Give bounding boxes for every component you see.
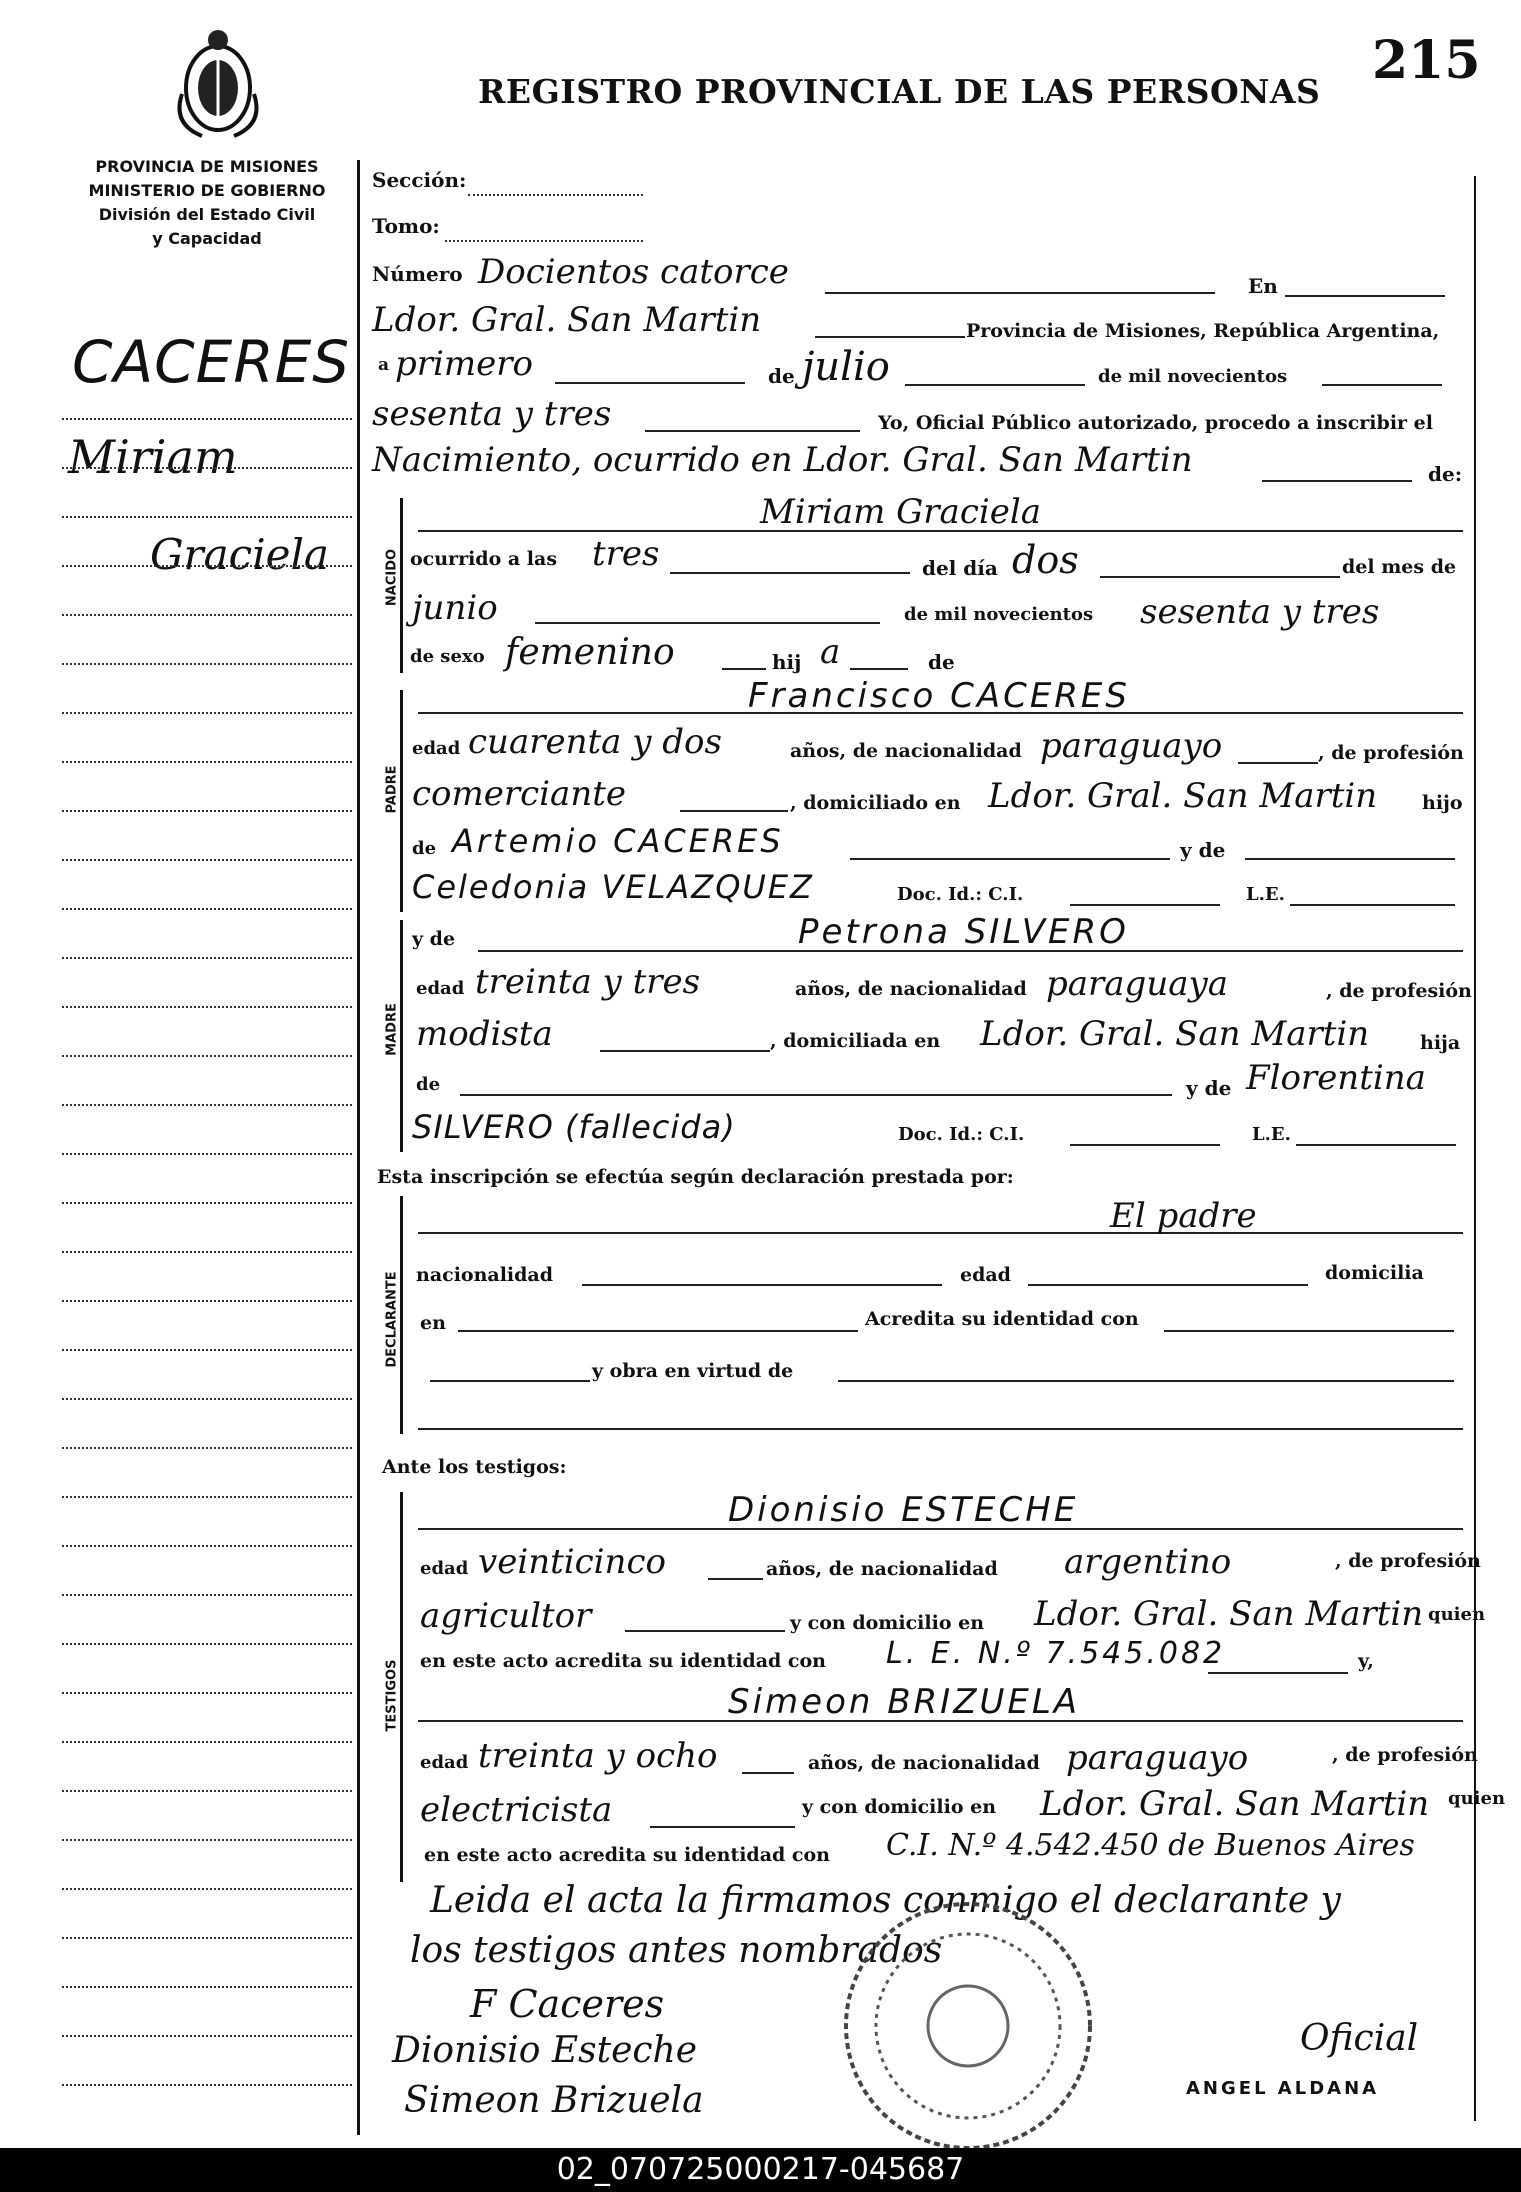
de-profesion-2-label: , de profesión	[1326, 980, 1472, 1002]
padre-edad-value: cuarenta y dos	[468, 722, 722, 762]
en-line	[1285, 295, 1445, 297]
doc-id-2-label: Doc. Id.: C.I.	[898, 1124, 1025, 1145]
lugar-line	[815, 336, 965, 338]
numero-line	[825, 292, 1215, 294]
testigo2-nombre-value: Simeon BRIZUELA	[728, 1682, 1081, 1722]
domiciliada-label: , domiciliada en	[770, 1030, 941, 1052]
margin-rule	[62, 1300, 352, 1302]
en-label: En	[1248, 274, 1278, 298]
le-line	[1290, 904, 1455, 906]
anos-nac-label: años, de nacionalidad	[790, 740, 1022, 762]
nombre-value: Miriam Graciela	[760, 492, 1041, 532]
margin-rule	[62, 1790, 352, 1792]
testigo1-doc-value: L. E. N.º 7.545.082	[886, 1636, 1226, 1671]
nacido-side-label: NACIDO	[384, 548, 400, 607]
decl-line-bottom	[418, 1428, 1463, 1430]
ano-value: sesenta y tres	[1140, 592, 1380, 632]
hij-suffix-value: a	[820, 632, 841, 672]
margin-rule	[62, 418, 352, 420]
quien-2-label: quien	[1448, 1788, 1506, 1809]
margin-rule	[62, 2035, 352, 2037]
margin-rule	[62, 614, 352, 616]
testigo2-edad-value: treinta y ocho	[478, 1736, 718, 1776]
margin-rule	[62, 957, 352, 959]
sexo-line	[722, 668, 766, 670]
hij-line	[850, 668, 908, 670]
org-province: PROVINCIA DE MISIONES	[95, 157, 319, 176]
decl-nac-line	[582, 1284, 942, 1286]
edad-t2-label: edad	[420, 1752, 469, 1773]
oficial-seal-text: ANGEL ALDANA	[1186, 2078, 1380, 2099]
org-ministry: MINISTERIO DE GOBIERNO	[88, 181, 326, 200]
margin-rule	[62, 516, 352, 518]
ano-inscripcion-value: sesenta y tres	[372, 394, 612, 434]
abuela-materna-2-value: SILVERO (fallecida)	[412, 1108, 736, 1146]
right-border	[1474, 176, 1476, 2121]
nacionalidad-label: nacionalidad	[416, 1264, 554, 1286]
de-profesion-3-label: , de profesión	[1335, 1550, 1481, 1572]
en-2-label: en	[420, 1312, 446, 1334]
mil-novecientos-2-label: de mil novecientos	[904, 604, 1094, 625]
signature-esteche: Dionisio Esteche	[392, 2030, 698, 2071]
acredita-label: Acredita su identidad con	[865, 1308, 1139, 1330]
de-profesion-label: , de profesión	[1318, 742, 1464, 764]
footer-code: 02_070725000217-045687	[556, 2152, 965, 2187]
decl-acredita-line	[1164, 1330, 1454, 1332]
margin-rule	[62, 1643, 352, 1645]
tomo-label: Tomo:	[372, 214, 440, 238]
padre-bracket	[400, 690, 403, 912]
numero-label: Número	[372, 262, 463, 286]
margin-rule	[62, 761, 352, 763]
le-label: L.E.	[1246, 884, 1285, 905]
mes-value: junio	[412, 588, 498, 628]
page-title: REGISTRO PROVINCIAL DE LAS PERSONAS	[478, 72, 1321, 111]
y-de-3-label: y de	[1186, 1076, 1232, 1100]
ano-line-2	[645, 430, 860, 432]
margin-rule	[62, 1692, 352, 1694]
tomo-line	[445, 240, 643, 242]
signature-caceres: F Caceres	[470, 1982, 665, 2026]
testigo1-nacionalidad-value: argentino	[1064, 1542, 1232, 1582]
doc-id-label: Doc. Id.: C.I.	[897, 884, 1024, 905]
con-domicilio-label: y con domicilio en	[790, 1612, 985, 1634]
org-capacity: y Capacidad	[152, 229, 262, 248]
padre-domicilio-value: Ldor. Gral. San Martin	[988, 776, 1378, 816]
madre-nombre-value: Petrona SILVERO	[798, 912, 1129, 952]
y-de-label: y de	[1180, 838, 1226, 862]
ocurrido-label: ocurrido a las	[410, 548, 558, 570]
del-mes-label: del mes de	[1342, 556, 1457, 578]
hora-line	[670, 572, 910, 574]
margin-rule	[62, 1104, 352, 1106]
declarante-value: El padre	[1110, 1196, 1257, 1236]
padre-prof-line	[680, 810, 788, 812]
de-profesion-4-label: , de profesión	[1332, 1744, 1478, 1766]
madre-profesion-value: modista	[416, 1014, 553, 1054]
margin-rule	[62, 1888, 352, 1890]
acto-value: Nacimiento, ocurrido en Ldor. Gral. San Martin	[372, 440, 1193, 480]
official-stamp-icon	[838, 1896, 1098, 2156]
margin-rule	[62, 1251, 352, 1253]
ci-line	[1070, 904, 1220, 906]
abuela-materna-value: Florentina	[1246, 1058, 1426, 1098]
margin-rule	[62, 1055, 352, 1057]
margin-rule	[62, 1398, 352, 1400]
del-dia-label: del día	[922, 556, 998, 580]
margin-rule	[62, 2084, 352, 2086]
mil-novecientos-label: de mil novecientos	[1098, 366, 1288, 387]
cierre-line-2: los testigos antes nombrados	[410, 1930, 943, 1971]
dia-value: dos	[1012, 538, 1079, 582]
en-este-acto-2-label: en este acto acredita su identidad con	[424, 1844, 830, 1866]
margin-rule	[62, 1545, 352, 1547]
sexo-value: femenino	[505, 632, 675, 673]
cierre-line-1: Leida el acta la firmamos conmigo el declarante y	[430, 1880, 1341, 1921]
de-label: de	[768, 364, 795, 388]
anos-nac-3-label: años, de nacionalidad	[766, 1558, 998, 1580]
madre-side-label: MADRE	[384, 1003, 400, 1056]
nacido-bracket	[400, 498, 403, 673]
margin-rule	[62, 859, 352, 861]
de-3-label: de	[412, 838, 437, 859]
declarante-bracket	[400, 1196, 403, 1434]
declarante-side-label: DECLARANTE	[384, 1271, 400, 1368]
con-domicilio-2-label: y con domicilio en	[802, 1796, 997, 1818]
domicilia-label: domicilia	[1325, 1262, 1424, 1284]
madre-edad-value: treinta y tres	[475, 962, 701, 1002]
org-division: División del Estado Civil	[98, 205, 316, 224]
provincia-label: Provincia de Misiones, República Argentina,	[966, 320, 1440, 342]
t1-prof-line	[625, 1630, 785, 1632]
margin-rule	[62, 810, 352, 812]
padre-nombre-value: Francisco CACERES	[748, 676, 1130, 716]
margin-rule	[62, 1153, 352, 1155]
y-comma-label: y,	[1358, 1650, 1374, 1672]
de-colon-label: de:	[1428, 462, 1463, 486]
madre-bracket	[400, 920, 403, 1152]
madre-nacionalidad-value: paraguaya	[1046, 964, 1228, 1004]
t1-doc-line	[1208, 1672, 1348, 1674]
margin-rule	[62, 1839, 352, 1841]
padre-profesion-value: comerciante	[412, 774, 626, 814]
testigo1-domicilio-value: Ldor. Gral. San Martin	[1034, 1594, 1424, 1634]
margin-rule	[62, 663, 352, 665]
testigo2-doc-value: C.I. N.º 4.542.450 de Buenos Aires	[886, 1828, 1415, 1863]
padre-side-label: PADRE	[384, 765, 400, 814]
edad-t1-label: edad	[420, 1558, 469, 1579]
margin-rule	[62, 1937, 352, 1939]
decl-edad-line	[1028, 1284, 1308, 1286]
coat-of-arms-icon	[172, 24, 264, 142]
mes-inscripcion-line	[905, 384, 1085, 386]
anos-nac-2-label: años, de nacionalidad	[795, 978, 1027, 1000]
t2-prof-line	[650, 1826, 795, 1828]
de-2-label: de	[928, 650, 955, 674]
numero-value: Docientos catorce	[478, 252, 789, 292]
org-block	[62, 155, 352, 251]
ci-2-line	[1070, 1144, 1220, 1146]
de-madre-label: de	[416, 1074, 441, 1095]
t1-edad-line	[708, 1578, 763, 1580]
testigos-bracket	[400, 1492, 403, 1882]
anos-nac-4-label: años, de nacionalidad	[808, 1752, 1040, 1774]
declarante-line-top	[418, 1232, 1463, 1234]
edad-label: edad	[412, 738, 461, 759]
madre-domicilio-value: Ldor. Gral. San Martin	[980, 1014, 1370, 1054]
margin-rule	[62, 712, 352, 714]
margin-name-1: Miriam	[68, 430, 238, 484]
le-2-label: L.E.	[1252, 1124, 1291, 1145]
ante-testigos-label: Ante los testigos:	[382, 1456, 567, 1478]
abuelo-m-line	[460, 1094, 1172, 1096]
main-border	[357, 160, 360, 2135]
testigo2-profesion-value: electricista	[420, 1790, 613, 1830]
abuela-paterna-value: Celedonia VELAZQUEZ	[412, 868, 814, 906]
decl-en-line	[458, 1330, 858, 1332]
edad-madre-label: edad	[416, 978, 465, 999]
margin-rule	[62, 467, 352, 469]
madre-prof-line	[600, 1050, 770, 1052]
testigo1-nombre-value: Dionisio ESTECHE	[728, 1490, 1079, 1530]
margin-rule	[62, 1496, 352, 1498]
margin-rule	[62, 1349, 352, 1351]
testigo2-domicilio-value: Ldor. Gral. San Martin	[1040, 1784, 1430, 1824]
margin-rule	[62, 1594, 352, 1596]
obra-label: y obra en virtud de	[592, 1360, 794, 1382]
testigos-side-label: TESTIGOS	[384, 1659, 400, 1732]
hij-label: hij	[772, 650, 802, 674]
dia-inscripcion-line	[555, 382, 745, 384]
margin-rule	[62, 1741, 352, 1743]
le-2-line	[1296, 1144, 1456, 1146]
mes-inscripcion-value: julio	[802, 344, 890, 390]
signature-brizuela: Simeon Brizuela	[404, 2080, 704, 2121]
yo-oficial-label: Yo, Oficial Público autorizado, procedo a inscribir el	[878, 412, 1433, 434]
abuelo-line	[850, 858, 1170, 860]
en-este-acto-label: en este acto acredita su identidad con	[420, 1650, 826, 1672]
de-sexo-label: de sexo	[410, 646, 485, 667]
seccion-label: Sección:	[372, 168, 467, 192]
lugar-value: Ldor. Gral. San Martin	[372, 300, 762, 340]
y-de-2-label: y de	[412, 928, 456, 950]
testigo1-edad-value: veinticinco	[478, 1542, 666, 1582]
esta-inscripcion-label: Esta inscripción se efectúa según declaración prestada por:	[377, 1166, 1014, 1188]
acto-line	[1262, 480, 1412, 482]
quien-label: quien	[1428, 1604, 1486, 1625]
margin-rule	[62, 908, 352, 910]
t2-edad-line	[742, 1772, 794, 1774]
hora-value: tres	[592, 534, 660, 574]
ano-line-1	[1322, 384, 1442, 386]
testigo1-profesion-value: agricultor	[420, 1596, 592, 1636]
seccion-line	[468, 194, 643, 196]
margin-rule	[62, 1006, 352, 1008]
hija-label: hija	[1420, 1032, 1461, 1054]
a-label: a	[378, 355, 390, 375]
abuela-p-line	[1245, 858, 1455, 860]
margin-rule	[62, 565, 352, 567]
signature-oficial: Oficial	[1300, 2018, 1419, 2059]
abuelo-paterno-value: Artemio CACERES	[452, 822, 784, 860]
hijo-label: hijo	[1422, 792, 1463, 814]
decl-obra-line-1	[430, 1380, 590, 1382]
padre-nac-line	[1238, 762, 1318, 764]
margin-surname: CACERES	[72, 328, 351, 396]
page-number: 215	[1372, 30, 1481, 91]
dia-line	[1100, 576, 1340, 578]
edad-2-label: edad	[960, 1264, 1011, 1286]
dia-inscripcion-value: primero	[395, 344, 533, 384]
margin-rule	[62, 1202, 352, 1204]
margin-rule	[62, 1986, 352, 1988]
decl-obra-line-2	[838, 1380, 1454, 1382]
margin-name-2: Graciela	[150, 530, 329, 579]
mes-line	[535, 622, 880, 624]
margin-rule	[62, 1447, 352, 1449]
testigo2-nacionalidad-value: paraguayo	[1066, 1738, 1249, 1778]
domiciliado-label: , domiciliado en	[790, 792, 961, 814]
padre-nacionalidad-value: paraguayo	[1040, 726, 1223, 766]
